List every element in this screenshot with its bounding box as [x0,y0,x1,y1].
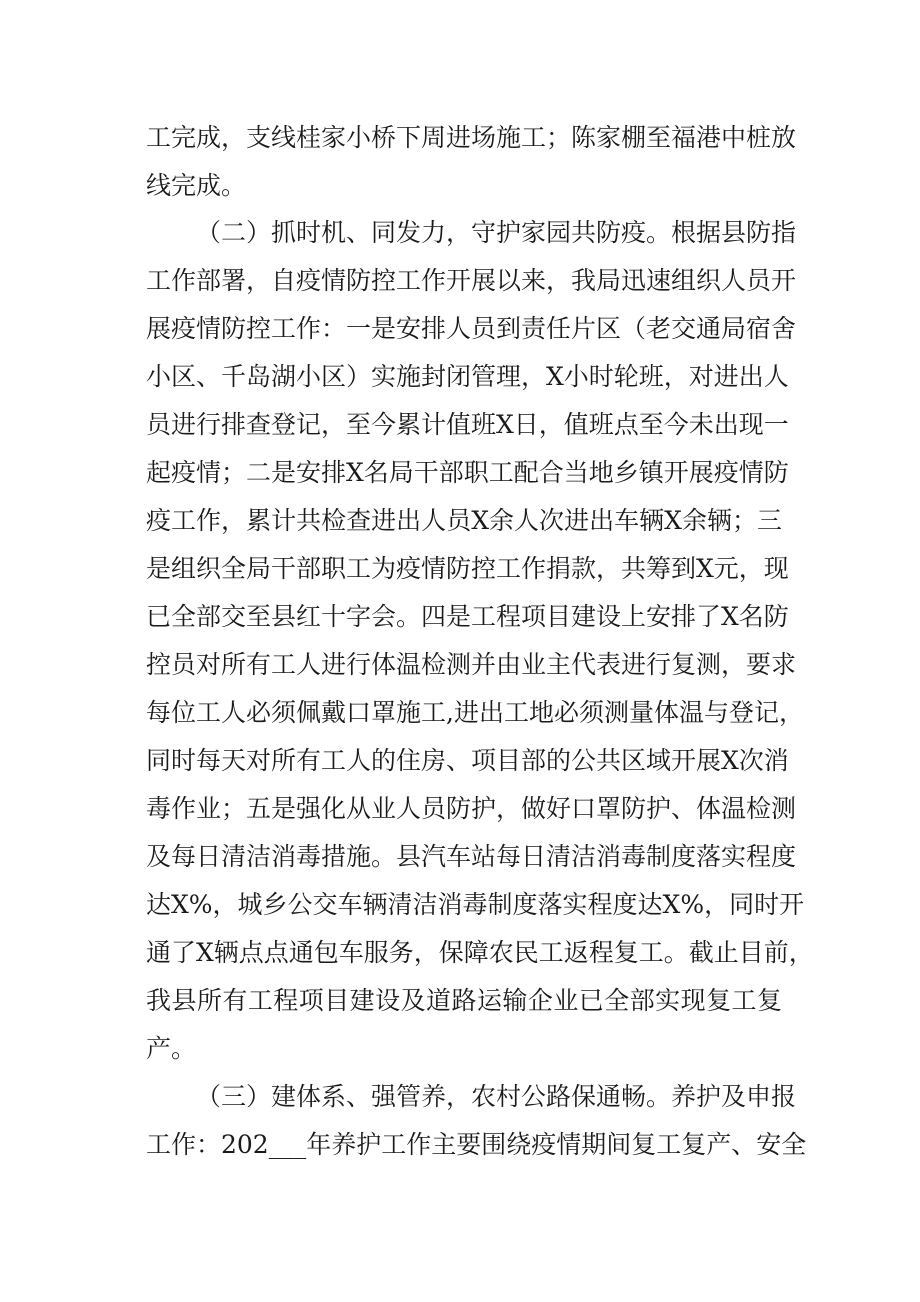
text-line: 工完成，支线桂家小桥下周进场施工；陈家棚至福港中桩放 [146,123,797,152]
text-line: 工作部署，自疫情防控工作开展以来，我局迅速组织人员开 [146,266,797,295]
text-line: 我县所有工程项目建设及道路运输企业已全部实现复工复 [146,986,782,1015]
text-line: 起疫情；二是安排X名局干部职工配合当地乡镇开展疫情防 [146,458,789,487]
text-line: 已全部交至县红十字会。四是工程项目建设上安排了X名防 [146,602,789,631]
text-line: 及每日清洁消毒措施。县汽车站每日清洁消毒制度落实程度 [146,842,797,871]
text-line: 达X%，城乡公交车辆清洁消毒制度落实程度达X%，同时开 [146,890,805,919]
text-line: 工作：202___年养护工作主要围绕疫情期间复工复产、安全 [146,1130,807,1159]
text-line: 展疫情防控工作：一是安排人员到责任片区（老交通局宿舍 [146,314,797,343]
text-line: 员进行排查登记，至今累计值班X日，值班点至今未出现一 [146,410,789,439]
paragraph-heading-line: （二）抓时机、同发力，守护家园共防疫。根据县防指 [196,218,797,247]
text-line: 是组织全局干部职工为疫情防控工作捐款，共筹到X元，现 [146,554,789,583]
text-line: 每位工人必须佩戴口罩施工,进出工地必须测量体温与登记， [146,698,804,727]
text-line: 产。 [146,1034,197,1063]
text-line: 线完成。 [146,171,247,200]
text-line: 疫工作，累计共检查进出人员X余人次进出车辆X余辆；三 [146,506,782,535]
text-line: 同时每天对所有工人的住房、项目部的公共区域开展X次消 [146,746,789,775]
text-line: 毒作业；五是强化从业人员防护，做好口罩防护、体温检测 [146,794,797,823]
paragraph-heading-line: （三）建体系、强管养，农村公路保通畅。养护及申报 [196,1082,797,1111]
text-line: 控员对所有工人进行体温检测并由业主代表进行复测，要求 [146,650,797,679]
text-line: 小区、千岛湖小区）实施封闭管理，X小时轮班，对进出人 [146,362,789,391]
text-line: 通了X辆点点通包车服务，保障农民工返程复工。截止目前， [146,938,814,967]
